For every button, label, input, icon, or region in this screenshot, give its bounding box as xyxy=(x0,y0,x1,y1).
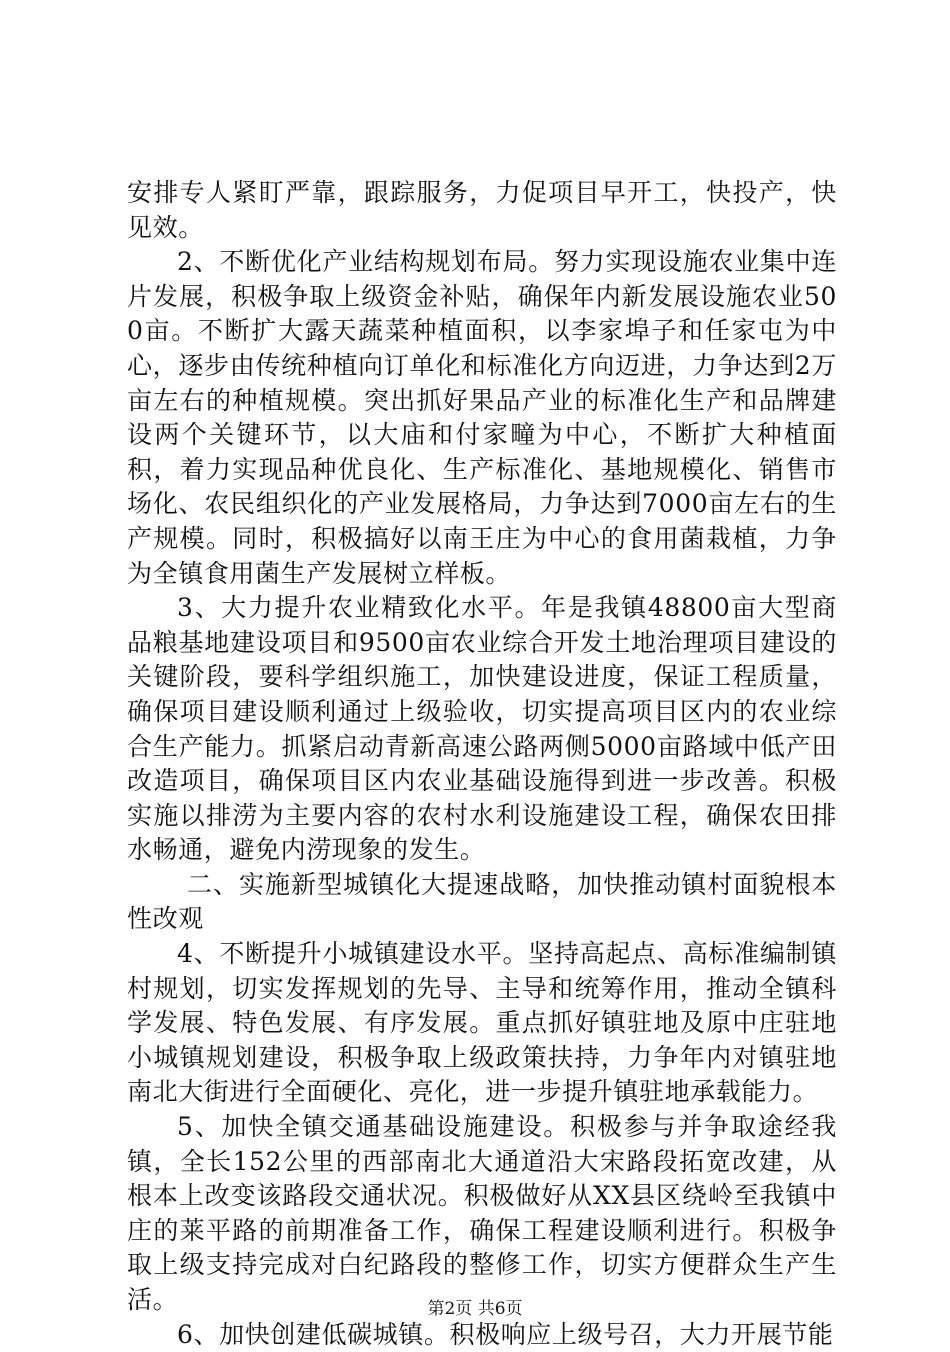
page-number-label: 第2页 共6页 xyxy=(427,1299,523,1319)
paragraph-item-2: 2、不断优化产业结构规划布局。努力实现设施农业集中连片发展，积极争取上级资金补贴，确保年内新发展设施农业500亩。不断扩大露天蔬菜种植面积，以李家埠子和任家屯为中心，逐步由传统种植向订单化和标准化方向迈进，力争达到2万亩左右的种植规模。突出抓好果品产业的标准化生产和品牌建设两个关键环节，以大庙和付家疃为中心，不断扩大种植面积，着力实现品种优良化、生产标准化、基地规模化、销售市场化、农民组织化的产业发展格局，力争达到7000亩左右的生产规模。同时，积极搞好以南王庄为中心的食用菌栽植，力争为全镇食用菌生产发展树立样板。 xyxy=(127,247,837,588)
paragraph-item-4: 4、不断提升小城镇建设水平。坚持高起点、高标准编制镇村规划，切实发挥规划的先导、主导和统筹作用，推动全镇科学发展、特色发展、有序发展。重点抓好镇驻地及原中庄驻地小城镇规划建设，积极争取上级政策扶持，力争年内对镇驻地南北大街进行全面硬化、亮化，进一步提升镇驻地承载能力。 xyxy=(127,939,837,1107)
paragraph-item-5: 5、加快全镇交通基础设施建设。积极参与并争取途经我镇，全长152公里的西部南北大通道沿大宋路段拓宽改建，从根本上改变该路段交通状况。积极做好从XX县区绕岭至我镇中庄的莱平路的前期准备工作，确保工程建设顺利进行。积极争取上级支持完成对白纪路段的整修工作，切实方便群众生产生活。 xyxy=(127,1112,837,1314)
paragraph-item-6: 6、加快创建低碳城镇。积极响应上级号召，大力开展节能 xyxy=(177,1319,834,1349)
paragraph-continuation: 安排专人紧盯严靠，跟踪服务，力促项目早开工，快投产，快见效。 xyxy=(127,178,837,242)
document-body xyxy=(127,176,837,1352)
page-footer xyxy=(0,1298,950,1320)
paragraph-item-3: 3、大力提升农业精致化水平。年是我镇48800亩大型商品粮基地建设项目和9500亩农业综合开发土地治理项目建设的关键阶段，要科学组织施工，加快建设进度，保证工程质量，确保项目建设顺利通过上级验收，切实提高项目区内的农业综合生产能力。抓紧启动青新高速公路两侧5000亩路域中低产田改造项目，确保项目区内农业基础设施得到进一步改善。积极实施以排涝为主要内容的农村水利设施建设工程，确保农田排水畅通，避免内涝现象的发生。 xyxy=(127,593,837,865)
section-heading-2: 二、实施新型城镇化大提速战略，加快推动镇村面貌根本性改观 xyxy=(127,869,837,934)
